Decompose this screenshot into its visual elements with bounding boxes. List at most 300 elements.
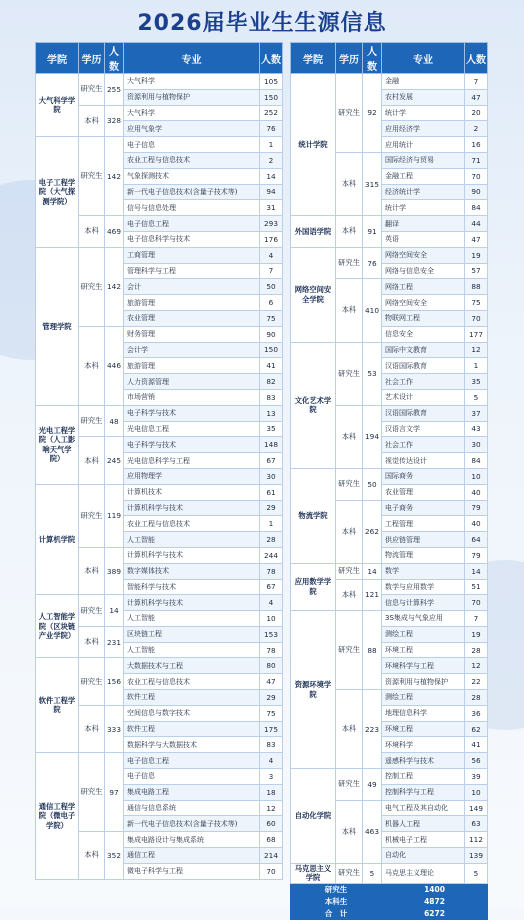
- major-name-cell: 马克思主义理论: [382, 863, 465, 883]
- major-name-cell: 艺术设计: [382, 389, 465, 405]
- major-name-cell: 电子信息: [124, 769, 260, 785]
- major-name-cell: 网络空间安全: [382, 295, 465, 311]
- level-cell: 研究生: [79, 595, 105, 627]
- major-name-cell: 人力资源管理: [124, 374, 260, 390]
- level-cell: 研究生: [336, 468, 363, 500]
- major-name-cell: 资源利用与植物保护: [382, 674, 465, 690]
- major-count-cell: 40: [465, 484, 488, 500]
- major-count-cell: 19: [465, 247, 488, 263]
- major-name-cell: 物流管理: [382, 547, 465, 563]
- major-name-cell: 信息安全: [382, 326, 465, 342]
- header-major-count: 人数: [465, 43, 488, 74]
- major-name-cell: 农业工程与信息技术: [124, 516, 260, 532]
- left-table: [35, 42, 283, 880]
- level-count-cell: 255: [105, 74, 124, 106]
- major-name-cell: 供应链管理: [382, 532, 465, 548]
- major-count-cell: 57: [465, 263, 488, 279]
- major-name-cell: 应用气象学: [124, 121, 260, 137]
- major-count-cell: 70: [465, 595, 488, 611]
- major-count-cell: 18: [260, 784, 283, 800]
- table-header-row: [36, 43, 283, 74]
- level-count-cell: 245: [105, 437, 124, 484]
- major-name-cell: 汉语国际教育: [382, 405, 465, 421]
- major-name-cell: 统计学: [382, 200, 465, 216]
- major-count-cell: 41: [465, 737, 488, 753]
- major-count-cell: 20: [465, 105, 488, 121]
- major-name-cell: 翻译: [382, 216, 465, 232]
- major-count-cell: 175: [260, 721, 283, 737]
- major-count-cell: 4: [260, 247, 283, 263]
- major-count-cell: 1: [260, 137, 283, 153]
- college-cell: 光电工程学院（人工影响天气学院）: [36, 405, 79, 484]
- major-name-cell: 环境工程: [382, 642, 465, 658]
- major-count-cell: 61: [260, 484, 283, 500]
- major-count-cell: 214: [260, 848, 283, 864]
- major-count-cell: 3: [260, 769, 283, 785]
- level-count-cell: 142: [105, 247, 124, 326]
- college-cell: 资源环境学院: [291, 611, 336, 769]
- major-name-cell: 光电信息工程: [124, 421, 260, 437]
- major-name-cell: 工程管理: [382, 516, 465, 532]
- major-count-cell: 112: [465, 832, 488, 848]
- total-label: 研究生: [291, 883, 382, 895]
- level-count-cell: 53: [363, 342, 382, 405]
- level-count-cell: 121: [363, 579, 382, 611]
- major-name-cell: 社会工作: [382, 374, 465, 390]
- major-name-cell: 计算机技术: [124, 484, 260, 500]
- major-count-cell: 176: [260, 231, 283, 247]
- major-name-cell: 通信工程: [124, 848, 260, 864]
- table-row: [36, 405, 283, 421]
- major-count-cell: 10: [465, 784, 488, 800]
- major-name-cell: 自动化: [382, 848, 465, 864]
- level-count-cell: 88: [363, 611, 382, 690]
- total-value: 6272: [382, 907, 488, 919]
- level-cell: 本科: [79, 216, 105, 248]
- college-cell: 电子工程学院（大气探测学院）: [36, 137, 79, 248]
- major-name-cell: 旅游管理: [124, 358, 260, 374]
- major-name-cell: 测绘工程: [382, 690, 465, 706]
- major-count-cell: 10: [260, 611, 283, 627]
- major-name-cell: 电子信息工程: [124, 753, 260, 769]
- major-count-cell: 64: [465, 532, 488, 548]
- major-name-cell: 光电信息科学与工程: [124, 453, 260, 469]
- level-cell: 本科: [336, 800, 363, 863]
- major-count-cell: 79: [465, 547, 488, 563]
- major-name-cell: 气象探测技术: [124, 168, 260, 184]
- table-row: [36, 484, 283, 500]
- level-count-cell: 446: [105, 326, 124, 405]
- major-count-cell: 22: [465, 674, 488, 690]
- major-count-cell: 79: [465, 500, 488, 516]
- college-cell: 马克思主义学院: [291, 863, 336, 883]
- major-name-cell: 应用经济学: [382, 121, 465, 137]
- major-count-cell: 2: [465, 121, 488, 137]
- major-count-cell: 35: [260, 421, 283, 437]
- major-name-cell: 会计学: [124, 342, 260, 358]
- total-value: 4872: [382, 895, 488, 907]
- table-row: [36, 595, 283, 611]
- level-count-cell: 328: [105, 105, 124, 137]
- level-count-cell: 119: [105, 484, 124, 547]
- major-name-cell: 微电子科学与工程: [124, 863, 260, 879]
- major-count-cell: 16: [465, 137, 488, 153]
- major-name-cell: 应用物理学: [124, 468, 260, 484]
- level-count-cell: 76: [363, 247, 382, 279]
- level-count-cell: 97: [105, 753, 124, 832]
- major-name-cell: 环境科学与工程: [382, 658, 465, 674]
- college-cell: 人工智能学院（区块链产业学院）: [36, 595, 79, 658]
- major-name-cell: 应用统计: [382, 137, 465, 153]
- level-cell: 本科: [79, 832, 105, 879]
- total-label: 本科生: [291, 895, 382, 907]
- college-cell: 软件工程学院: [36, 658, 79, 753]
- college-cell: 计算机学院: [36, 484, 79, 595]
- header-college: 学院: [291, 43, 336, 74]
- major-count-cell: 2: [260, 152, 283, 168]
- major-count-cell: 30: [260, 468, 283, 484]
- major-count-cell: 31: [260, 200, 283, 216]
- major-name-cell: 农业管理: [382, 484, 465, 500]
- major-count-cell: 37: [465, 405, 488, 421]
- major-name-cell: 数字媒体技术: [124, 563, 260, 579]
- major-name-cell: 数学: [382, 563, 465, 579]
- major-name-cell: 人工智能: [124, 611, 260, 627]
- major-count-cell: 80: [260, 658, 283, 674]
- major-count-cell: 47: [465, 89, 488, 105]
- table-row: [36, 247, 283, 263]
- header-major: 专业: [382, 43, 465, 74]
- major-count-cell: 82: [260, 374, 283, 390]
- level-cell: 本科: [336, 216, 363, 248]
- major-count-cell: 1: [260, 516, 283, 532]
- header-level: 学历: [79, 43, 105, 74]
- major-name-cell: 区块链工程: [124, 626, 260, 642]
- major-name-cell: 空间信息与数字技术: [124, 705, 260, 721]
- major-name-cell: 电子信息科学与技术: [124, 231, 260, 247]
- major-name-cell: 农业工程与信息技术: [124, 674, 260, 690]
- level-cell: 本科: [79, 547, 105, 594]
- major-name-cell: 经济统计学: [382, 184, 465, 200]
- college-cell: 物流学院: [291, 468, 336, 563]
- major-count-cell: 4: [260, 753, 283, 769]
- major-count-cell: 70: [465, 310, 488, 326]
- college-cell: 外国语学院: [291, 216, 336, 248]
- level-cell: 研究生: [79, 405, 105, 437]
- major-name-cell: 农业管理: [124, 310, 260, 326]
- table-row: [291, 74, 488, 90]
- major-count-cell: 78: [260, 642, 283, 658]
- major-count-cell: 5: [465, 389, 488, 405]
- major-count-cell: 35: [465, 374, 488, 390]
- major-name-cell: 工商管理: [124, 247, 260, 263]
- major-count-cell: 148: [260, 437, 283, 453]
- right-table: [290, 42, 488, 920]
- table-row: [291, 769, 488, 785]
- level-cell: 研究生: [336, 769, 363, 801]
- total-row: [291, 907, 488, 919]
- major-name-cell: 人工智能: [124, 532, 260, 548]
- table-row: [36, 753, 283, 769]
- total-value: 1400: [382, 883, 488, 895]
- major-count-cell: 177: [465, 326, 488, 342]
- major-name-cell: 国际商务: [382, 468, 465, 484]
- level-count-cell: 223: [363, 690, 382, 769]
- level-cell: 本科: [336, 152, 363, 215]
- total-row: [291, 895, 488, 907]
- page-title: 2026届毕业生生源信息: [137, 11, 387, 36]
- table-row: [291, 342, 488, 358]
- major-name-cell: 网络空间安全: [382, 247, 465, 263]
- level-cell: 研究生: [336, 74, 363, 153]
- header-major: 专业: [124, 43, 260, 74]
- major-name-cell: 控制工程: [382, 769, 465, 785]
- major-name-cell: 遥感科学与技术: [382, 753, 465, 769]
- major-count-cell: 10: [465, 468, 488, 484]
- major-name-cell: 农业工程与信息技术: [124, 152, 260, 168]
- major-count-cell: 19: [465, 626, 488, 642]
- total-row: [291, 883, 488, 895]
- major-count-cell: 13: [260, 405, 283, 421]
- major-count-cell: 29: [260, 500, 283, 516]
- major-name-cell: 社会工作: [382, 437, 465, 453]
- major-name-cell: 网络与信息安全: [382, 263, 465, 279]
- table-row: [291, 216, 488, 232]
- major-name-cell: 机器人工程: [382, 816, 465, 832]
- major-count-cell: 28: [260, 532, 283, 548]
- level-cell: 研究生: [79, 74, 105, 106]
- major-name-cell: 电子信息工程: [124, 216, 260, 232]
- major-count-cell: 88: [465, 279, 488, 295]
- major-name-cell: 国际中文教育: [382, 342, 465, 358]
- major-name-cell: 环境工程: [382, 721, 465, 737]
- major-name-cell: 智能科学与技术: [124, 579, 260, 595]
- level-count-cell: 231: [105, 626, 124, 658]
- level-cell: 研究生: [79, 484, 105, 547]
- level-cell: 本科: [336, 579, 363, 611]
- major-count-cell: 293: [260, 216, 283, 232]
- major-count-cell: 90: [465, 184, 488, 200]
- level-cell: 研究生: [79, 658, 105, 705]
- major-count-cell: 47: [260, 674, 283, 690]
- major-name-cell: 电子信息: [124, 137, 260, 153]
- level-count-cell: 389: [105, 547, 124, 594]
- major-name-cell: 大数据技术与工程: [124, 658, 260, 674]
- major-count-cell: 12: [465, 658, 488, 674]
- major-name-cell: 新一代电子信息技术(含量子技术等): [124, 816, 260, 832]
- major-count-cell: 71: [465, 152, 488, 168]
- table-row: [291, 611, 488, 627]
- major-name-cell: 国际经济与贸易: [382, 152, 465, 168]
- major-name-cell: 大气科学: [124, 74, 260, 90]
- level-cell: 研究生: [336, 247, 363, 279]
- major-name-cell: 集成电路工程: [124, 784, 260, 800]
- major-count-cell: 62: [465, 721, 488, 737]
- major-name-cell: 软件工程: [124, 721, 260, 737]
- major-count-cell: 1: [465, 358, 488, 374]
- major-name-cell: 电气工程及其自动化: [382, 800, 465, 816]
- major-count-cell: 75: [260, 310, 283, 326]
- major-count-cell: 68: [260, 832, 283, 848]
- table-row: [36, 74, 283, 90]
- table-row: [291, 863, 488, 883]
- major-count-cell: 28: [465, 690, 488, 706]
- major-count-cell: 83: [260, 389, 283, 405]
- level-count-cell: 5: [363, 863, 382, 883]
- major-count-cell: 14: [260, 168, 283, 184]
- major-count-cell: 43: [465, 421, 488, 437]
- major-count-cell: 67: [260, 453, 283, 469]
- major-name-cell: 环境科学: [382, 737, 465, 753]
- level-count-cell: 50: [363, 468, 382, 500]
- header-major-count: 人数: [260, 43, 283, 74]
- level-count-cell: 194: [363, 405, 382, 468]
- major-count-cell: 63: [465, 816, 488, 832]
- major-name-cell: 资源利用与植物保护: [124, 89, 260, 105]
- major-count-cell: 41: [260, 358, 283, 374]
- major-name-cell: 旅游管理: [124, 295, 260, 311]
- level-count-cell: 352: [105, 832, 124, 879]
- major-name-cell: 金融: [382, 74, 465, 90]
- level-count-cell: 14: [363, 563, 382, 579]
- level-cell: 本科: [79, 626, 105, 658]
- major-name-cell: 通信与信息系统: [124, 800, 260, 816]
- level-cell: 本科: [79, 437, 105, 484]
- major-name-cell: 电子科学与技术: [124, 405, 260, 421]
- level-cell: 本科: [336, 500, 363, 563]
- major-name-cell: 机械电子工程: [382, 832, 465, 848]
- major-count-cell: 67: [260, 579, 283, 595]
- major-name-cell: 软件工程: [124, 690, 260, 706]
- major-count-cell: 40: [465, 516, 488, 532]
- level-count-cell: 262: [363, 500, 382, 563]
- level-cell: 研究生: [336, 342, 363, 405]
- major-count-cell: 90: [260, 326, 283, 342]
- college-cell: 管理学院: [36, 247, 79, 405]
- level-cell: 研究生: [79, 137, 105, 216]
- major-count-cell: 153: [260, 626, 283, 642]
- major-name-cell: 物联网工程: [382, 310, 465, 326]
- major-count-cell: 84: [465, 200, 488, 216]
- major-count-cell: 7: [465, 611, 488, 627]
- level-cell: 研究生: [79, 247, 105, 326]
- level-cell: 研究生: [336, 863, 363, 883]
- level-cell: 本科: [79, 105, 105, 137]
- level-count-cell: 463: [363, 800, 382, 863]
- major-name-cell: 人工智能: [124, 642, 260, 658]
- level-cell: 本科: [336, 690, 363, 769]
- level-count-cell: 14: [105, 595, 124, 627]
- major-count-cell: 29: [260, 690, 283, 706]
- major-count-cell: 60: [260, 816, 283, 832]
- level-count-cell: 469: [105, 216, 124, 248]
- level-count-cell: 333: [105, 705, 124, 752]
- major-count-cell: 28: [465, 642, 488, 658]
- major-count-cell: 150: [260, 342, 283, 358]
- major-name-cell: 3S集成与气象应用: [382, 611, 465, 627]
- major-name-cell: 电子科学与技术: [124, 437, 260, 453]
- level-cell: 研究生: [79, 753, 105, 832]
- major-count-cell: 14: [465, 563, 488, 579]
- level-count-cell: 48: [105, 405, 124, 437]
- college-cell: 统计学院: [291, 74, 336, 216]
- major-count-cell: 76: [260, 121, 283, 137]
- major-name-cell: 视觉传达设计: [382, 453, 465, 469]
- major-count-cell: 36: [465, 705, 488, 721]
- major-count-cell: 12: [465, 342, 488, 358]
- major-count-cell: 83: [260, 737, 283, 753]
- header-count: 人数: [363, 43, 382, 74]
- major-count-cell: 70: [465, 168, 488, 184]
- major-count-cell: 94: [260, 184, 283, 200]
- major-name-cell: 数学与应用数学: [382, 579, 465, 595]
- college-cell: 文化艺术学院: [291, 342, 336, 468]
- level-count-cell: 315: [363, 152, 382, 215]
- major-count-cell: 78: [260, 563, 283, 579]
- major-count-cell: 105: [260, 74, 283, 90]
- major-count-cell: 30: [465, 437, 488, 453]
- major-name-cell: 计算机科学与技术: [124, 547, 260, 563]
- major-name-cell: 集成电路设计与集成系统: [124, 832, 260, 848]
- header-count: 人数: [105, 43, 124, 74]
- level-cell: 研究生: [336, 611, 363, 690]
- major-name-cell: 英语: [382, 231, 465, 247]
- major-name-cell: 计算机科学与技术: [124, 595, 260, 611]
- major-count-cell: 244: [260, 547, 283, 563]
- level-cell: 本科: [336, 405, 363, 468]
- major-name-cell: 会计: [124, 279, 260, 295]
- college-cell: 自动化学院: [291, 769, 336, 864]
- major-count-cell: 84: [465, 453, 488, 469]
- college-cell: 通信工程学院（微电子学院）: [36, 753, 79, 879]
- major-count-cell: 50: [260, 279, 283, 295]
- major-count-cell: 12: [260, 800, 283, 816]
- major-count-cell: 149: [465, 800, 488, 816]
- major-name-cell: 管理科学与工程: [124, 263, 260, 279]
- major-name-cell: 农村发展: [382, 89, 465, 105]
- major-count-cell: 5: [465, 863, 488, 883]
- college-cell: 大气科学学院: [36, 74, 79, 137]
- major-count-cell: 252: [260, 105, 283, 121]
- major-name-cell: 计算机科学与技术: [124, 500, 260, 516]
- level-cell: 本科: [79, 705, 105, 752]
- major-name-cell: 数据科学与大数据技术: [124, 737, 260, 753]
- level-count-cell: 92: [363, 74, 382, 153]
- table-row: [291, 563, 488, 579]
- table-row: [291, 247, 488, 263]
- level-cell: 本科: [336, 279, 363, 342]
- major-count-cell: 70: [260, 863, 283, 879]
- major-name-cell: 大气科学: [124, 105, 260, 121]
- level-count-cell: 142: [105, 137, 124, 216]
- major-count-cell: 75: [260, 705, 283, 721]
- major-count-cell: 44: [465, 216, 488, 232]
- major-count-cell: 47: [465, 231, 488, 247]
- level-cell: 研究生: [336, 563, 363, 579]
- header-level: 学历: [336, 43, 363, 74]
- major-count-cell: 51: [465, 579, 488, 595]
- college-cell: 网络空间安全学院: [291, 247, 336, 342]
- header-college: 学院: [36, 43, 79, 74]
- major-count-cell: 7: [465, 74, 488, 90]
- major-count-cell: 6: [260, 295, 283, 311]
- major-name-cell: 新一代电子信息技术(含量子技术等): [124, 184, 260, 200]
- table-header-row: [291, 43, 488, 74]
- level-count-cell: 49: [363, 769, 382, 801]
- major-name-cell: 汉语国际教育: [382, 358, 465, 374]
- major-name-cell: 电子商务: [382, 500, 465, 516]
- level-count-cell: 156: [105, 658, 124, 705]
